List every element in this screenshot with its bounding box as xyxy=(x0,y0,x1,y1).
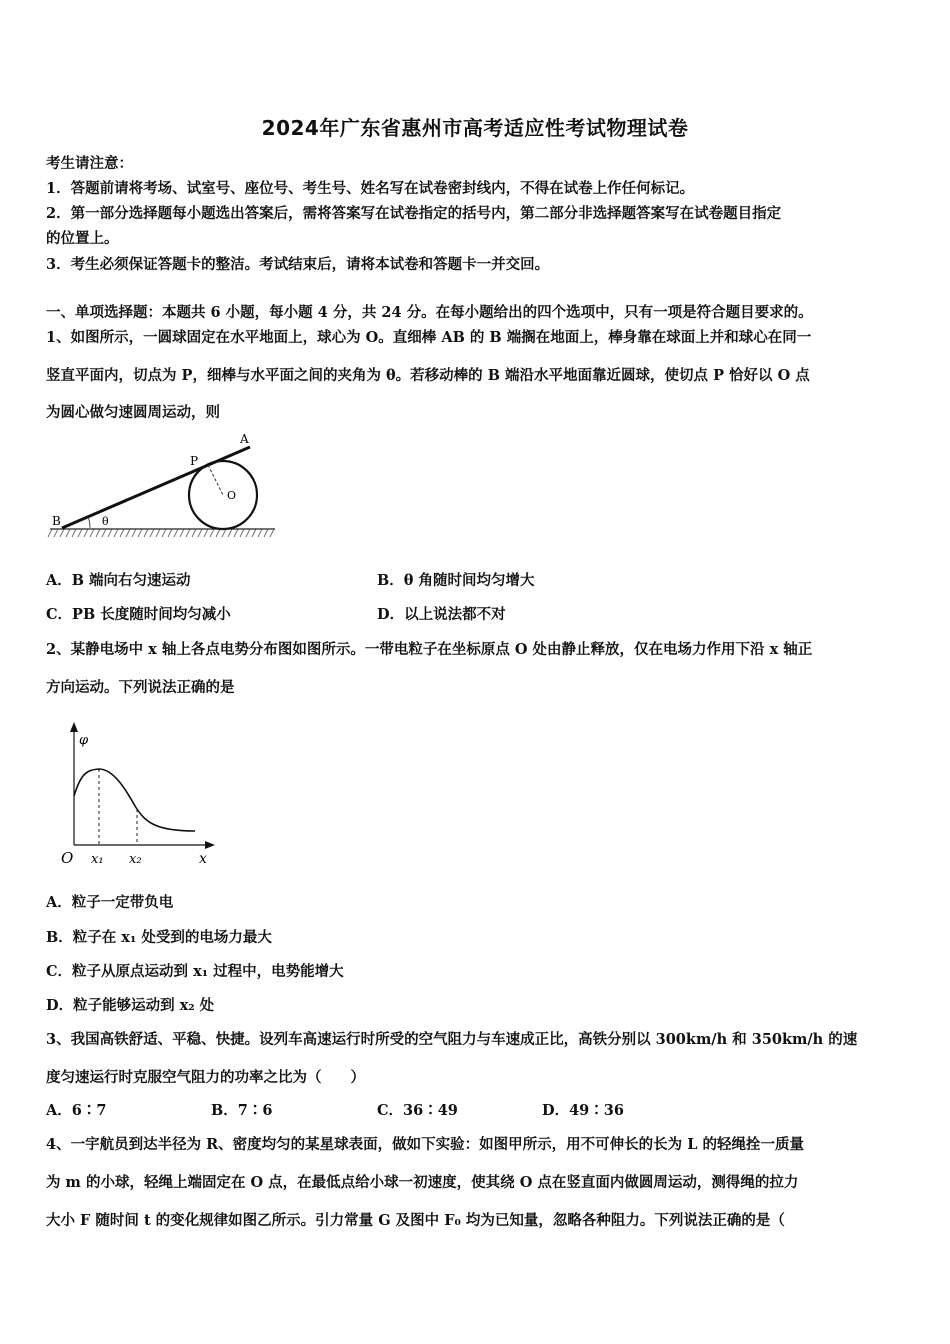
q1-option-c: C．PB 长度随时间均匀减小 xyxy=(46,606,231,623)
q4-stem-line: 大小 F 随时间 t 的变化规律如图乙所示。引力常量 G 及图中 F₀ 均为已知量，忽略各种阻力。下列说法正确的是（ xyxy=(46,1212,785,1229)
q1-option-d: D．以上说法都不对 xyxy=(377,606,506,623)
q2-option-d: D．粒子能够运动到 x₂ 处 xyxy=(46,997,215,1014)
label-phi: φ xyxy=(79,733,89,748)
label-x: x xyxy=(199,851,207,867)
q3-option-d: D．49∶36 xyxy=(542,1102,624,1119)
notice-heading: 考生请注意： xyxy=(46,155,133,172)
q4-stem-line: 为 m 的小球，轻绳上端固定在 O 点，在最低点给小球一初速度，使其绕 O 点在竖直面内做圆周运动，测得绳的拉力 xyxy=(46,1174,799,1191)
q1-stem-line: 竖直平面内，切点为 P，细棒与水平面之间的夹角为 θ。若移动棒的 B 端沿水平地面靠近圆球，使切点 P 恰好以 O 点 xyxy=(46,367,810,384)
q3-option-c: C．36∶49 xyxy=(377,1102,458,1119)
q3-option-a: A．6∶7 xyxy=(46,1102,107,1119)
q2-stem-line: 方向运动。下列说法正确的是 xyxy=(46,679,235,696)
q3-stem-line: 3、我国高铁舒适、平稳、快捷。设列车高速运行时所受的空气阻力与车速成正比，高铁分别以 300km/h 和 350km/h 的速 xyxy=(46,1031,858,1048)
label-a: A xyxy=(240,432,249,446)
theta-arc xyxy=(88,517,90,528)
label-b: B xyxy=(52,514,61,528)
notice-item: 的位置上。 xyxy=(46,230,119,247)
q2-stem-line: 2、某静电场中 x 轴上各点电势分布图如图所示。一带电粒子在坐标原点 O 处由静止释放，仅在电场力作用下沿 x 轴正 xyxy=(46,641,813,658)
phi-axis-arrow-icon xyxy=(70,722,78,732)
x-axis-arrow-icon xyxy=(205,841,215,849)
q3-stem-line: 度匀速运行时克服空气阻力的功率之比为（ ） xyxy=(46,1069,365,1086)
notice-item: 2．第一部分选择题每小题选出答案后，需将答案写在试卷指定的括号内，第二部分非选择题答案写在试卷题目指定 xyxy=(46,205,782,222)
notice-item: 3．考生必须保证答题卡的整洁。考试结束后，请将本试卷和答题卡一并交回。 xyxy=(46,256,550,273)
label-theta: θ xyxy=(102,515,109,528)
q2-option-b: B．粒子在 x₁ 处受到的电场力最大 xyxy=(46,929,272,946)
potential-curve xyxy=(74,769,195,831)
page-title: 2024年广东省惠州市高考适应性考试物理试卷 xyxy=(261,116,689,140)
label-p: P xyxy=(190,454,199,468)
label-origin: O xyxy=(61,849,74,867)
radius-op xyxy=(208,465,223,495)
q2-figure xyxy=(55,718,225,870)
label-x2: x₂ xyxy=(129,852,142,867)
q2-option-c: C．粒子从原点运动到 x₁ 过程中，电势能增大 xyxy=(46,963,344,980)
q1-option-b: B．θ 角随时间均匀增大 xyxy=(377,572,535,589)
q3-option-b: B．7∶6 xyxy=(211,1102,273,1119)
label-x1: x₁ xyxy=(91,852,104,867)
section-heading: 一、单项选择题：本题共 6 小题，每小题 4 分，共 24 分。在每小题给出的四个选项中，只有一项是符合题目要求的。 xyxy=(46,304,813,321)
ground-hatching xyxy=(48,529,274,537)
notice-item: 1．答题前请将考场、试室号、座位号、考生号、姓名写在试卷密封线内，不得在试卷上作任何标记。 xyxy=(46,180,695,197)
q1-figure xyxy=(40,425,290,550)
q2-option-a: A．粒子一定带负电 xyxy=(46,894,174,911)
label-o: O xyxy=(227,489,237,502)
q4-stem-line: 4、一宇航员到达半径为 R、密度均匀的某星球表面，做如下实验：如图甲所示，用不可伸长的长为 L 的轻绳拴一质量 xyxy=(46,1136,804,1153)
q1-option-a: A．B 端向右匀速运动 xyxy=(46,572,191,589)
q1-stem-line: 为圆心做匀速圆周运动，则 xyxy=(46,404,220,421)
rod-ab xyxy=(62,447,250,528)
q1-stem-line: 1、如图所示，一圆球固定在水平地面上，球心为 O。直细棒 AB 的 B 端搁在地面上，棒身靠在球面上并和球心在同一 xyxy=(46,329,812,346)
